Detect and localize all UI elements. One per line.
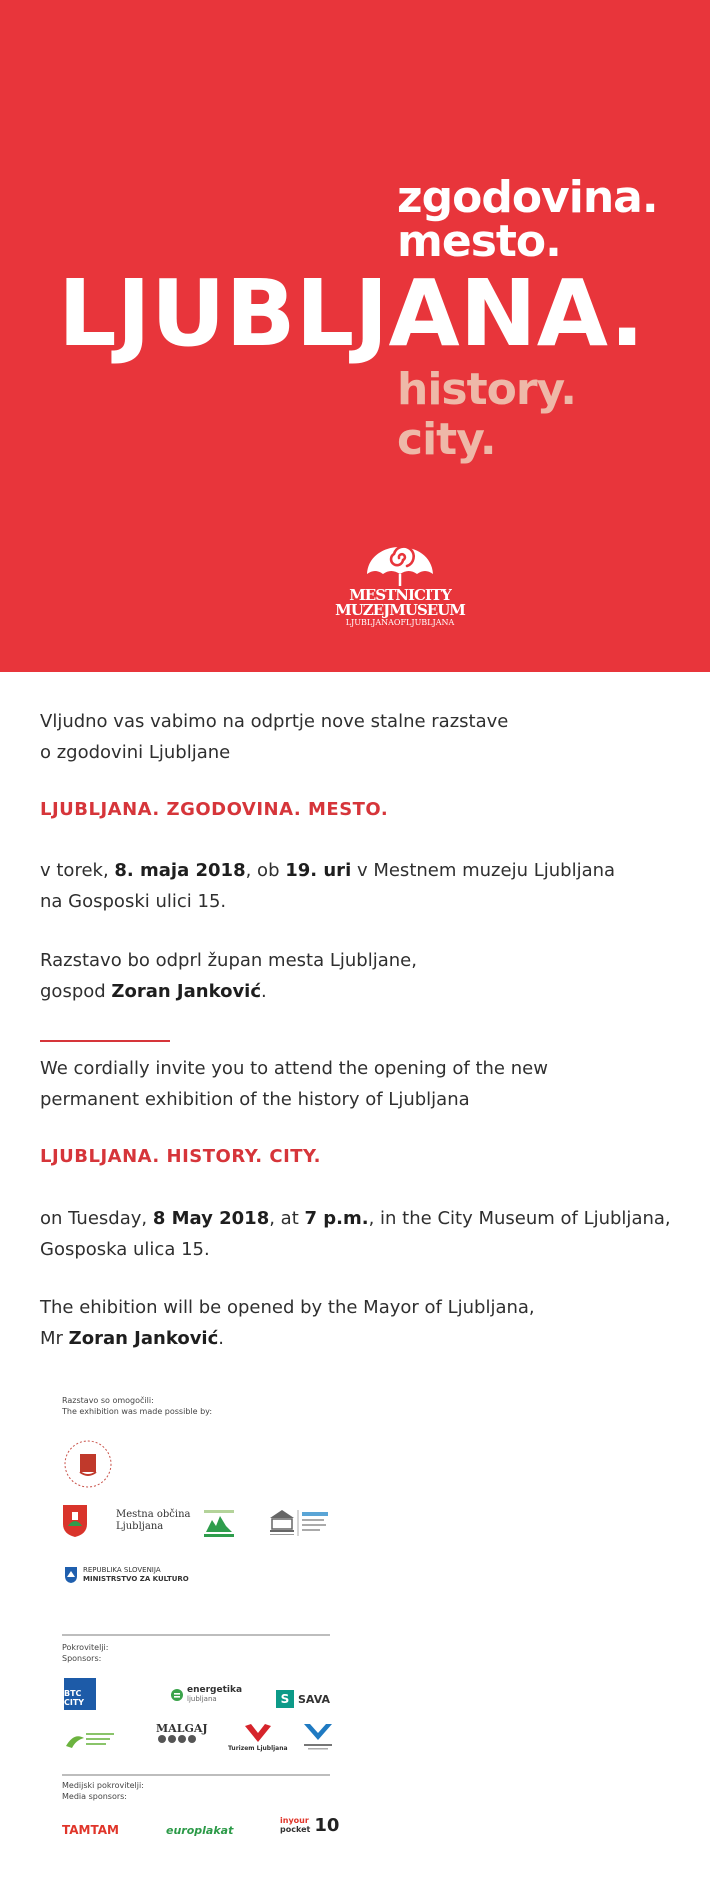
sponsors-label-sl: Pokrovitelji: [62, 1643, 109, 1652]
media-label-en: Media sponsors: [62, 1792, 127, 1801]
turizem-logo [228, 1722, 288, 1753]
sponsor-logo-blue [300, 1722, 336, 1752]
sl-invite [40, 706, 508, 768]
sava-s-icon: S [276, 1690, 294, 1708]
hero-line-history: history. [397, 364, 576, 415]
sl-invite-line-2: o zgodovini Ljubljane [40, 742, 231, 763]
media-label-sl: Medijski pokrovitelji: [62, 1781, 144, 1790]
unesco-icon [266, 1506, 332, 1540]
hero-banner [0, 0, 710, 672]
logo-text-3: LJUBLJANAOFLJUBLJANA [345, 618, 455, 627]
sl-when-line: v torek, 8. maja 2018, ob 19. uri v Mestnem muzeju Ljubljana [40, 860, 616, 881]
malgaj-badges-icon [156, 1733, 196, 1745]
malgaj-text: MALGAJ [156, 1722, 208, 1735]
sl-when [40, 855, 615, 917]
sl-invite-line-1: Vljudno vas vabimo na odprtje nove stalne razstave [40, 711, 509, 732]
inyourpocket-logo [280, 1816, 339, 1834]
energetika-text-2: ljubljana [187, 1695, 217, 1703]
sava-logo [276, 1690, 330, 1708]
en-heading: LJUBLJANA. HISTORY. CITY. [40, 1146, 321, 1167]
en-opener-line-1: The ehibition will be opened by the Mayor of Ljubljana, [40, 1297, 535, 1318]
blue-chevron-icon [300, 1722, 336, 1752]
hero-line-city: city. [397, 414, 496, 465]
sl-opener-line-2: gospod Zoran Janković. [40, 981, 267, 1002]
green-partnership-logo [64, 1728, 116, 1750]
inyour-number: 10 [314, 1814, 340, 1836]
sponsors-label [62, 1642, 108, 1664]
en-invite-line-1: We cordially invite you to attend the opening of the new [40, 1058, 548, 1079]
turizem-text: Turizem Ljubljana [228, 1745, 288, 1752]
sl-opener-line-1: Razstavo bo odprl župan mesta Ljubljane, [40, 950, 417, 971]
sl-where-line: na Gosposki ulici 15. [40, 891, 227, 912]
en-when [40, 1203, 671, 1265]
en-when-line: on Tuesday, 8 May 2018, at 7 p.m., in the City Museum of Ljubljana, [40, 1208, 671, 1229]
seal-icon [62, 1438, 114, 1490]
malgaj-logo [156, 1724, 208, 1745]
sl-heading: LJUBLJANA. ZGODOVINA. MESTO. [40, 799, 389, 820]
hero-line-ljubljana: LJUBLJANA. [58, 260, 645, 367]
green-partnership-icon [64, 1728, 116, 1750]
ministry-text-1: REPUBLIKA SLOVENIJA [83, 1566, 161, 1574]
ministry-text-2: MINISTRSTVO ZA KULTURO [83, 1575, 189, 1583]
en-opener-line-2: Mr Zoran Janković. [40, 1328, 224, 1349]
language-divider [40, 1040, 170, 1042]
energetika-icon [170, 1688, 184, 1702]
slovenia-coat-icon [64, 1566, 78, 1584]
en-invite [40, 1053, 548, 1115]
hero-line-zgodovina: zgodovina. [397, 172, 658, 223]
green-capital-icon [202, 1506, 236, 1540]
en-where-line: Gosposka ulica 15. [40, 1239, 210, 1260]
mol-text-2: Ljubljana [116, 1521, 164, 1532]
support-label [62, 1395, 212, 1417]
sponsors-label-en: Sponsors: [62, 1654, 102, 1663]
spiral-umbrella-icon [363, 528, 437, 588]
logo-text-1: MESTNICITY [349, 586, 451, 604]
green-capital-logo [202, 1506, 236, 1540]
logo-text-2: MUZEJMUSEUM [335, 601, 465, 619]
ministry-culture-logo [64, 1566, 189, 1584]
ministry-seal-logo [62, 1438, 114, 1490]
sl-opener [40, 945, 417, 1007]
media-label [62, 1780, 144, 1802]
hero-line-mesto: mesto. [397, 216, 561, 267]
tamtam-logo: TAMTAM [62, 1823, 119, 1837]
btc-city-logo [64, 1678, 96, 1710]
mol-logo [62, 1504, 191, 1538]
support-label-sl: Razstavo so omogočili: [62, 1396, 154, 1405]
ljubljana-coat-icon [62, 1504, 88, 1538]
support-label-en: The exhibition was made possible by: [62, 1407, 213, 1416]
museum-logo [330, 528, 470, 628]
mol-text-1: Mestna občina [116, 1509, 191, 1520]
energetika-text-1: energetika [187, 1685, 243, 1695]
unesco-logo [266, 1506, 332, 1540]
inyour-text-1: inyour [280, 1816, 309, 1825]
en-invite-line-2: permanent exhibition of the history of Ljubljana [40, 1089, 470, 1110]
turizem-heart-icon [243, 1722, 273, 1744]
en-opener [40, 1292, 535, 1354]
media-rule [62, 1774, 330, 1776]
sponsors-rule [62, 1634, 330, 1636]
energetika-logo [170, 1686, 242, 1704]
europlakat-logo: europlakat [166, 1824, 234, 1837]
inyour-text-2: pocket [280, 1825, 311, 1834]
sava-text: SAVA [298, 1692, 330, 1706]
btc-badge: BTC CITY [64, 1678, 96, 1710]
